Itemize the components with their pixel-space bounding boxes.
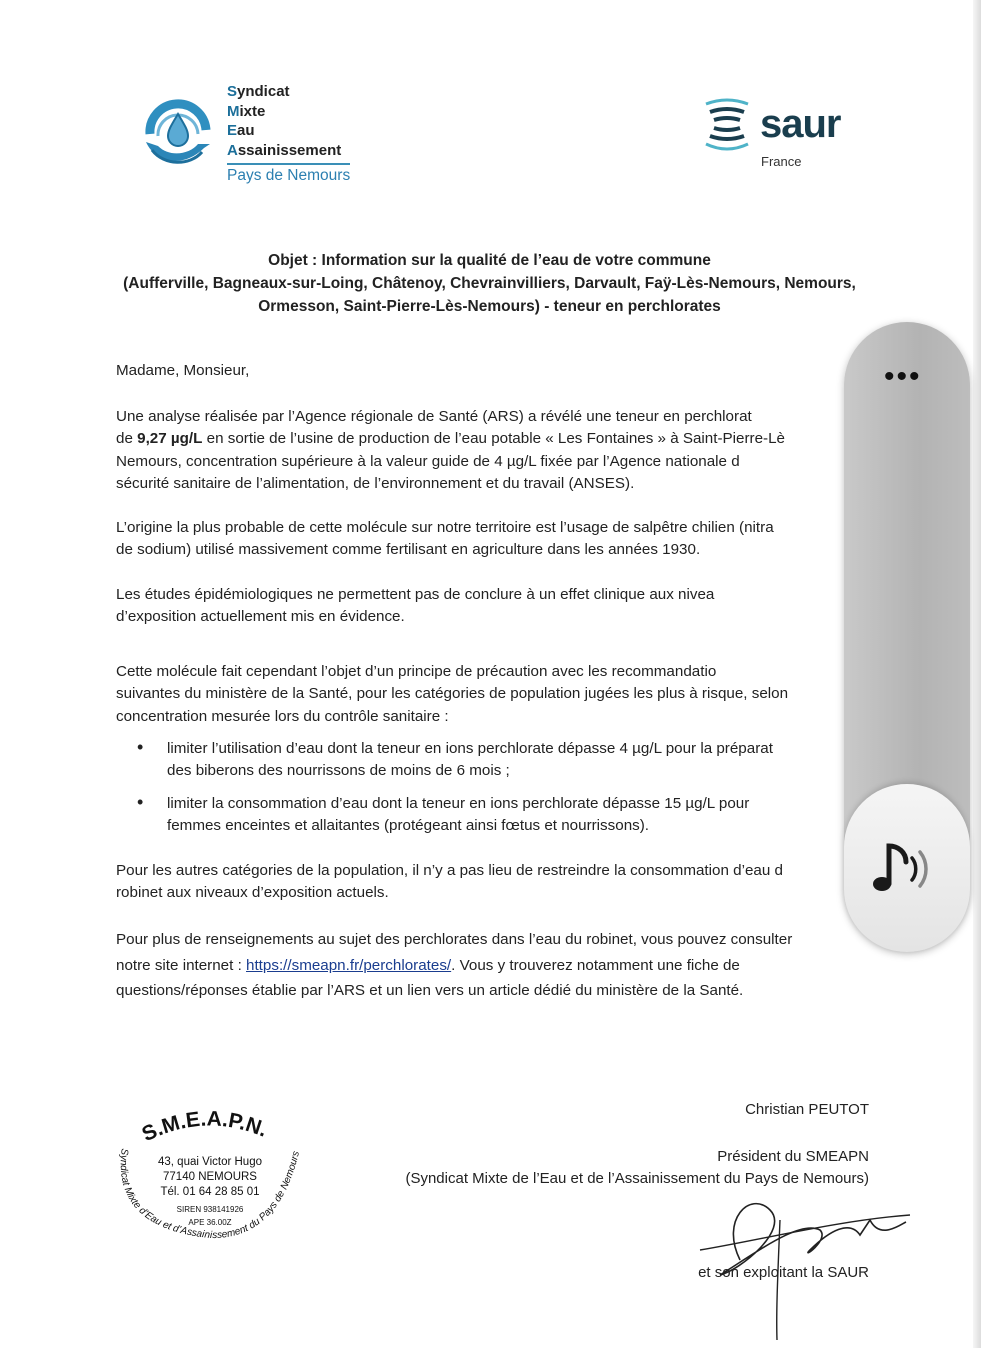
bullet-item [167,738,857,783]
saur-wordmark: saur [760,102,841,146]
bullet-2-line-1: limiter la consommation d’eau dont la teneur en ions perchlorate dépasse 15 µg/L pour [167,795,750,812]
p5-line-2: robinet aux niveaux d’exposition actuels. [116,884,389,902]
stamp-address: 43, quai Victor Hugo [158,1156,262,1168]
bullet-marker: • [137,737,144,757]
logo-subtitle: Pays de Nemours [227,163,350,186]
stamp-city: 77140 NEMOURS [163,1171,257,1183]
p4-line-1: Cette molécule fait cependant l’objet d’un principe de précaution avec les recommandatio [116,663,717,680]
bullet-1-line-2: des biberons des nourrissons de moins de 6 mois ; [167,762,510,780]
stamp-phone: Tél. 01 64 28 85 01 [160,1186,260,1198]
p5-line-1: Pour les autres catégories de la population, il n’y a pas lieu de restreindre la consommation d’eau d [116,862,783,879]
water-drop-hand-icon [140,94,215,174]
smeapn-wordmark [227,82,350,186]
signatory-organization: (Syndicat Mixte de l’Eau et de l’Assainissement du Pays de Nemours) [405,1170,869,1187]
smeapn-logo [140,82,370,192]
audio-speaker-icon [868,840,938,896]
perchlorate-value: 9,27 µg/L [137,430,203,448]
bullet-item [167,793,857,838]
logo-line-syndicat: Syndicat [227,83,290,100]
p6-line-2: notre site internet : https://smeapn.fr/perchlorates/. Vous y trouverez notamment une fiche de [116,956,740,974]
p6-line-1: Pour plus de renseignements au sujet des perchlorates dans l’eau du robinet, vous pouvez consulter [116,931,793,948]
paragraph-analysis [116,406,858,495]
paragraph-origin [116,517,858,562]
p1-line-3: Nemours, concentration supérieure à la valeur guide de 4 µg/L fixée par l’Agence nationale d [116,452,740,470]
stamp-siren: SIREN 938141926 [176,1205,244,1214]
letter-subject [112,249,867,318]
more-horizontal-icon: ••• [884,360,922,393]
p2-line-2: de sodium) utilisé massivement comme fertilisant en agriculture dans les années 1930. [116,541,701,559]
handwritten-signature [680,1180,920,1345]
paragraph-more-info [116,927,858,1004]
p1-line-1: Une analyse réalisée par l’Agence régionale de Santé (ARS) a révélé une teneur en perchlorat [116,408,752,425]
bullet-marker: • [137,792,144,812]
saur-country: France [761,154,802,169]
logo-line-mixte: Mixte [227,102,266,120]
signatory-title: Président du SMEAPN [717,1148,869,1165]
stamp-graphic [100,1108,320,1268]
bullet-1-line-1: limiter l’utilisation d’eau dont la teneur en ions perchlorate dépasse 4 µg/L pour la préparat [167,740,773,757]
stamp-ape: APE 36.00Z [188,1218,232,1227]
p3-line-2: d’exposition actuellement mis en évidence. [116,608,405,626]
p3-line-1: Les études épidémiologiques ne permettent pas de conclure à un effet clinique aux nivea [116,586,715,603]
signatory-operator: et son exploitant la SAUR [698,1264,869,1281]
p6-line-3: questions/réponses établie par l’ARS et un lien vers un article dédié du ministère de la Santé. [116,982,744,999]
signatory-name: Christian PEUTOT [745,1101,869,1118]
stamp-ring-text: Syndicat Mixte d’Eau et d’Assainissement du Pays de Nemours [117,1147,303,1242]
paragraph-precaution [116,661,858,728]
subject-line-2: (Aufferville, Bagneaux-sur-Loing, Châtenoy, Chevrainvilliers, Darvault, Faÿ-Lès-Nemours, Nemours, [123,275,856,292]
perchlorates-link[interactable]: https://smeapn.fr/perchlorates/ [246,956,452,974]
logo-line-assainissement: Assainissement [227,141,342,159]
subject-line-3: Ormesson, Saint-Pierre-Lès-Nemours) - teneur en perchlorates [258,298,721,315]
p1-line-2: de 9,27 µg/L en sortie de l’usine de production de l’eau potable « Les Fontaines » à Saint-Pierre-Lè [116,430,785,448]
paragraph-other-categories [116,860,858,905]
subject-line-1: Objet : Information sur la qualité de l’eau de votre commune [268,252,711,269]
saur-waves-icon [700,98,754,160]
saur-logo [700,98,870,178]
logo-line-eau: Eau [227,122,255,139]
read-aloud-widget [844,322,970,952]
bullet-2-line-2: femmes enceintes et allaitantes (protégeant ainsi fœtus et nourrissons). [167,817,650,835]
salutation: Madame, Monsieur, [116,362,250,379]
paragraph-studies [116,584,858,629]
smeapn-stamp [100,1108,320,1268]
page-edge [973,0,981,1348]
p1-line-4: sécurité sanitaire de l’alimentation, de l’environnement et du travail (ANSES). [116,474,635,492]
p4-line-2: suivantes du ministère de la Santé, pour les catégories de population jugées les plus à risque, selon [116,685,789,703]
p4-line-3: concentration mesurée lors du contrôle sanitaire : [116,707,449,725]
stamp-title: S.M.E.A.P.N. [138,1108,271,1147]
p2-line-1: L’origine la plus probable de cette molécule sur notre territoire est l’usage de salpêtre chilien (nitra [116,519,774,536]
read-aloud-button[interactable] [844,784,970,952]
